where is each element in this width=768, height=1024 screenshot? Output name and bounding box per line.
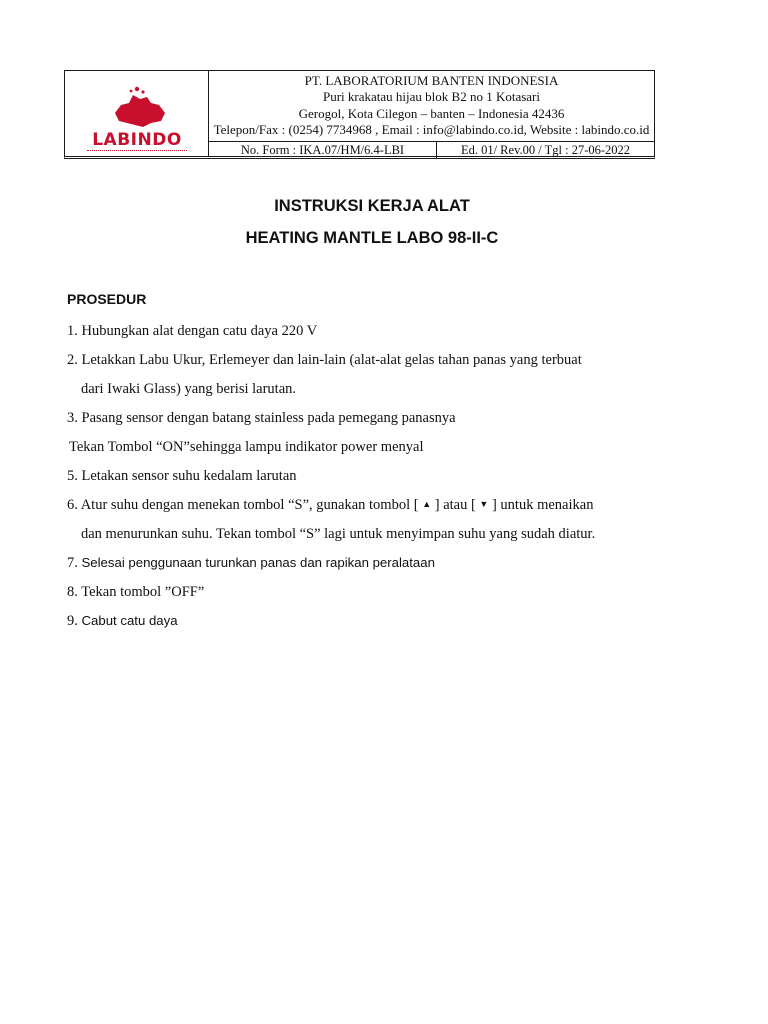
company-contact: Telepon/Fax : (0254) 7734968 , Email : info@labindo.co.id, Website : labindo.co.id — [213, 121, 650, 137]
equipment-title: HEATING MANTLE LABO 98-II-C — [245, 229, 499, 247]
step-7-number: 7. — [67, 555, 78, 571]
edition-info: Ed. 01/ Rev.00 / Tgl : 27-06-2022 — [460, 143, 631, 157]
logo-cell — [65, 71, 209, 157]
step-2: 2. Letakkan Labu Ukur, Erlemeyer dan lain-lain (alat-alat gelas tahan panas yang terbuat — [67, 352, 582, 368]
section-heading-prosedur: PROSEDUR — [67, 291, 147, 307]
step-7-text: Selesai penggunaan turunkan panas dan rapikan peralataan — [81, 555, 435, 570]
triangle-down-icon: ▼ — [479, 499, 489, 509]
triangle-up-icon: ▲ — [422, 499, 432, 509]
step-6-text-middle: ] atau [ — [434, 497, 476, 513]
form-info-row — [209, 141, 654, 158]
step-9-number: 9. — [67, 613, 78, 629]
step-7 — [67, 555, 435, 572]
step-5: 5. Letakan sensor suhu kedalam larutan — [67, 468, 297, 484]
step-3: 3. Pasang sensor dengan batang stainless pada pemegang panasnya — [67, 410, 456, 426]
step-4: Tekan Tombol “ON”sehingga lampu indikator power menyal — [69, 439, 424, 455]
step-8: 8. Tekan tombol ”OFF” — [67, 584, 205, 600]
document-header — [64, 70, 655, 159]
company-info — [209, 71, 654, 141]
company-address-1: Puri krakatau hijau blok B2 no 1 Kotasari — [323, 89, 540, 105]
logo-text: LABINDO — [92, 130, 182, 150]
labindo-map-logo-icon — [85, 83, 185, 133]
step-9 — [67, 613, 178, 630]
company-address-2: Gerogol, Kota Cilegon – banten – Indonesia 42436 — [298, 105, 565, 121]
step-2-continued: dari Iwaki Glass) yang berisi larutan. — [81, 381, 297, 397]
company-name: PT. LABORATORIUM BANTEN INDONESIA — [304, 73, 559, 88]
step-6-text-end: ] untuk menaikan — [491, 497, 594, 513]
document-title: INSTRUKSI KERJA ALAT — [274, 197, 470, 215]
step-6-continued: dan menurunkan suhu. Tekan tombol “S” lagi untuk menyimpan suhu yang sudah diatur. — [81, 526, 596, 542]
logo-tagline — [87, 150, 187, 153]
step-6 — [67, 497, 593, 514]
form-number: No. Form : IKA.07/HM/6.4-LBI — [209, 142, 437, 158]
step-1: 1. Hubungkan alat dengan catu daya 220 V — [67, 323, 318, 339]
step-6-text-start: 6. Atur suhu dengan menekan tombol “S”, gunakan tombol [ — [67, 497, 419, 513]
step-9-text: Cabut catu daya — [81, 613, 178, 628]
